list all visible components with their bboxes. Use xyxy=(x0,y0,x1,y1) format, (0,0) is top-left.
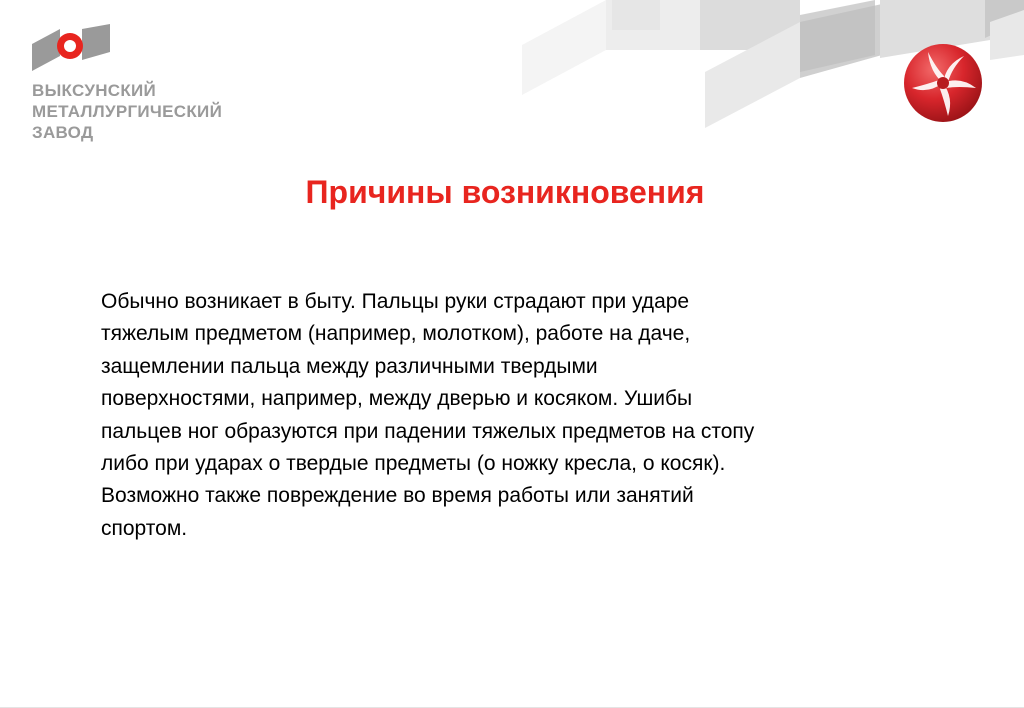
body-text-line: защемлении пальца между различными твердыми xyxy=(101,354,598,378)
body-text-line: пальцев ног образуются при падении тяжелых предметов на стопу xyxy=(101,419,755,443)
company-name-line: МЕТАЛЛУРГИЧЕСКИЙ xyxy=(32,102,223,121)
company-name xyxy=(32,80,222,143)
body-text-line: поверхностями, например, между дверью и косяком. Ушибы xyxy=(101,387,693,411)
body-text-line: тяжелым предметом (например, молотком), работе на даче, xyxy=(101,322,691,346)
body-text-line: либо при ударах о твердые предметы (о ножку кресла, о косяк). xyxy=(101,452,726,476)
slide-title: Причины возникновения xyxy=(305,174,705,210)
company-name-line: ВЫКСУНСКИЙ xyxy=(32,81,157,100)
company-logo xyxy=(30,22,260,157)
company-name-line: ЗАВОД xyxy=(32,123,94,142)
body-text xyxy=(101,286,941,545)
body-text-line: спортом. xyxy=(101,516,188,540)
body-text-line: Возможно также повреждение во время работы или занятий xyxy=(101,484,694,508)
omk-emblem-icon xyxy=(902,42,984,124)
vmz-logo-icon xyxy=(32,24,112,74)
body-text-line: Обычно возникает в быту. Пальцы руки страдают при ударе xyxy=(101,290,690,313)
